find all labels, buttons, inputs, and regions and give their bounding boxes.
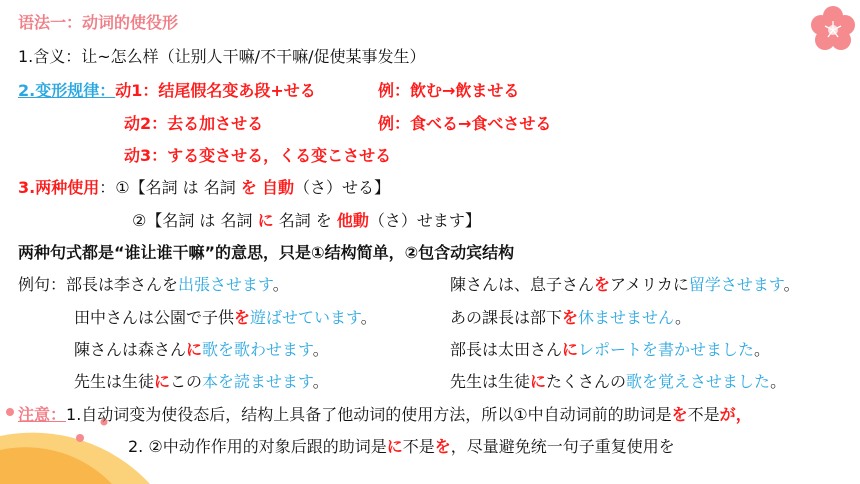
usage-2-end: （さ）せます】 <box>368 211 481 230</box>
rule-verb-group-2: 动2：去る加させる <box>124 114 264 133</box>
example-causative: 歌を覚えさせました <box>626 372 771 391</box>
usage-1-verb-type: 自動 <box>261 178 294 197</box>
flower-icon <box>808 4 858 54</box>
summary-line: 两种句式都是“谁让谁干嘛”的意思，只是①结构简单，②包含动宾结构 <box>18 243 515 262</box>
rule-2-example: 例：食べる→食べさせる <box>378 114 552 133</box>
example-particle: を <box>594 275 611 294</box>
rule-1-example: 例：飲む→飲ませる <box>378 81 520 100</box>
note-particle-plain: を <box>658 437 675 456</box>
example-period: 。 <box>312 372 329 391</box>
note-line-2 <box>128 436 675 458</box>
example-particle: を <box>234 308 251 327</box>
example-particle: を <box>562 308 579 327</box>
rules-line-1 <box>18 80 316 102</box>
rule-verb-group-3: 动3：する变させる，くる变こさせる <box>124 146 392 165</box>
usage-1-part: ：①【名詞 は 名詞 <box>99 178 241 197</box>
example-text: 先生は生徒 <box>450 372 531 391</box>
example-text: たくさんの <box>546 372 627 391</box>
rule-verb-group-1: 动1：结尾假名变あ段+せる <box>115 81 316 100</box>
example-text: 田中さんは公園で子供 <box>74 308 235 327</box>
note-particle: に <box>386 437 403 456</box>
example-particle: に <box>186 340 203 359</box>
note-particle: を <box>434 437 451 456</box>
example-period: 。 <box>360 308 377 327</box>
note-comma: ， <box>735 405 752 424</box>
example-text: 陳さんは、息子さん <box>450 275 595 294</box>
usage-label: 3.两种使用 <box>18 178 100 197</box>
example-particle: に <box>154 372 171 391</box>
example-particle: に <box>562 340 579 359</box>
example-period: 。 <box>675 308 692 327</box>
example-particle: に <box>530 372 547 391</box>
example-text: あの課長は部下 <box>450 308 563 327</box>
example-causative: 留学させます <box>688 275 784 294</box>
note-text: 不是 <box>402 437 435 456</box>
examples-label: 例句： <box>18 275 67 294</box>
usage-line-1 <box>18 177 390 199</box>
example-right-3 <box>450 339 770 361</box>
note-text: 1.自动词变为使役态后，结构上具备了他动词的使用方法，所以①中自动词前的助词是 <box>66 405 672 424</box>
example-text: この <box>170 372 203 391</box>
example-left-4 <box>74 371 329 393</box>
example-causative: 本を読ませます <box>202 372 313 391</box>
example-causative: レポートを書かせました <box>578 340 755 359</box>
example-causative: 遊ばせています <box>250 308 361 327</box>
example-left-2 <box>74 307 377 329</box>
meaning-line: 1.含义：让~怎么样（让别人干嘛/不干嘛/促使某事发生） <box>18 47 426 66</box>
example-causative: 休ませません <box>578 308 675 327</box>
rules-label: 2.变形规律： <box>18 81 116 100</box>
note-line-1 <box>18 404 752 426</box>
example-text: アメリカに <box>610 275 689 294</box>
example-left-1 <box>18 274 289 296</box>
example-right-4 <box>450 371 786 393</box>
usage-2-particle: に <box>257 211 274 230</box>
usage-2-verb-type: 他動 <box>336 211 369 230</box>
example-period: 。 <box>312 340 329 359</box>
usage-2-part: ②【名詞 は 名詞 <box>132 211 258 230</box>
example-period: 。 <box>272 275 289 294</box>
notes-label: 注意： <box>18 405 67 424</box>
example-text: 先生は生徒 <box>74 372 155 391</box>
usage-1-particle: を <box>240 178 257 197</box>
slide-title: 语法一：动词的使役形 <box>18 13 179 32</box>
example-period: 。 <box>754 340 771 359</box>
example-causative: 出張させます <box>178 275 273 294</box>
note-particle: が <box>719 405 736 424</box>
example-right-1 <box>450 274 800 296</box>
example-text: 部長は李さんを <box>66 275 179 294</box>
usage-1-end: （さ）せる】 <box>293 178 390 197</box>
example-left-3 <box>74 339 329 361</box>
example-text: 陳さんは森さん <box>74 340 187 359</box>
usage-2-mid: 名詞 を <box>273 211 337 230</box>
example-period: 。 <box>783 275 800 294</box>
note-text: ，尽量避免统一句子重复使用 <box>450 437 659 456</box>
example-text: 部長は太田さん <box>450 340 563 359</box>
note-particle: を <box>671 405 688 424</box>
example-period: 。 <box>770 372 787 391</box>
note-text: 不是 <box>687 405 720 424</box>
example-right-2 <box>450 307 691 329</box>
note-text: 2. ②中动作作用的对象后跟的助词是 <box>128 437 387 456</box>
example-causative: 歌を歌わせます <box>202 340 313 359</box>
usage-line-2 <box>132 210 481 232</box>
